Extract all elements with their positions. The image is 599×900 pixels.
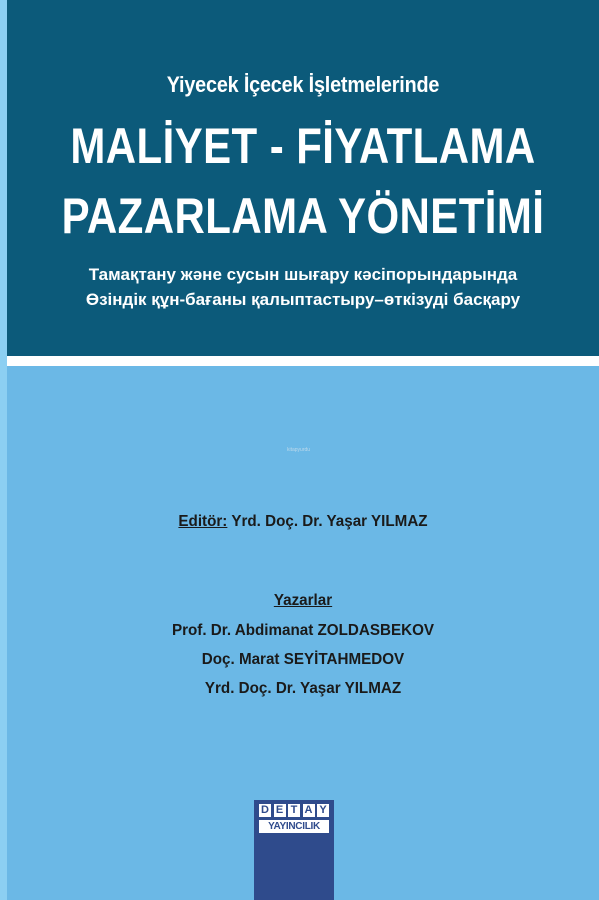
publisher-logo-letters: [259, 804, 329, 817]
editor-name: Yrd. Doç. Dr. Yaşar YILMAZ: [231, 513, 428, 530]
cover-title-line-2: PAZARLAMA YÖNETİMİ: [61, 188, 545, 244]
kazakh-title-line-1: Тамақтану және сусын шығару кәсіпорындарында: [88, 265, 518, 284]
editor-credit: [22, 513, 584, 531]
authors-heading: Yazarlar: [273, 592, 333, 609]
logo-letter: E: [274, 804, 286, 817]
logo-letter: D: [259, 804, 271, 817]
publisher-logo: [254, 800, 334, 900]
left-edge-strip: [0, 0, 7, 900]
kazakh-title-line-2: Өзіндік құн-бағаны қалыптастыру–өткізуді басқару: [85, 290, 521, 309]
watermark-text: kitapyurdu: [287, 447, 311, 453]
cover-title-line-1: MALİYET - FİYATLAMA: [70, 118, 536, 174]
logo-letter: A: [303, 804, 315, 817]
author-name: Yrd. Doç. Dr. Yaşar YILMAZ: [204, 680, 402, 697]
author-name: Prof. Dr. Abdimanat ZOLDASBEKOV: [171, 622, 435, 639]
author-name: Doç. Marat SEYİTAHMEDOV: [201, 651, 405, 668]
editor-label: Editör:: [178, 513, 228, 530]
cover-subtitle: Yiyecek İçecek İşletmelerinde: [166, 72, 440, 97]
logo-letter: T: [288, 804, 300, 817]
publisher-logo-name: YAYINCILIK: [259, 820, 329, 833]
white-divider: [7, 356, 599, 366]
logo-letter: Y: [317, 804, 329, 817]
